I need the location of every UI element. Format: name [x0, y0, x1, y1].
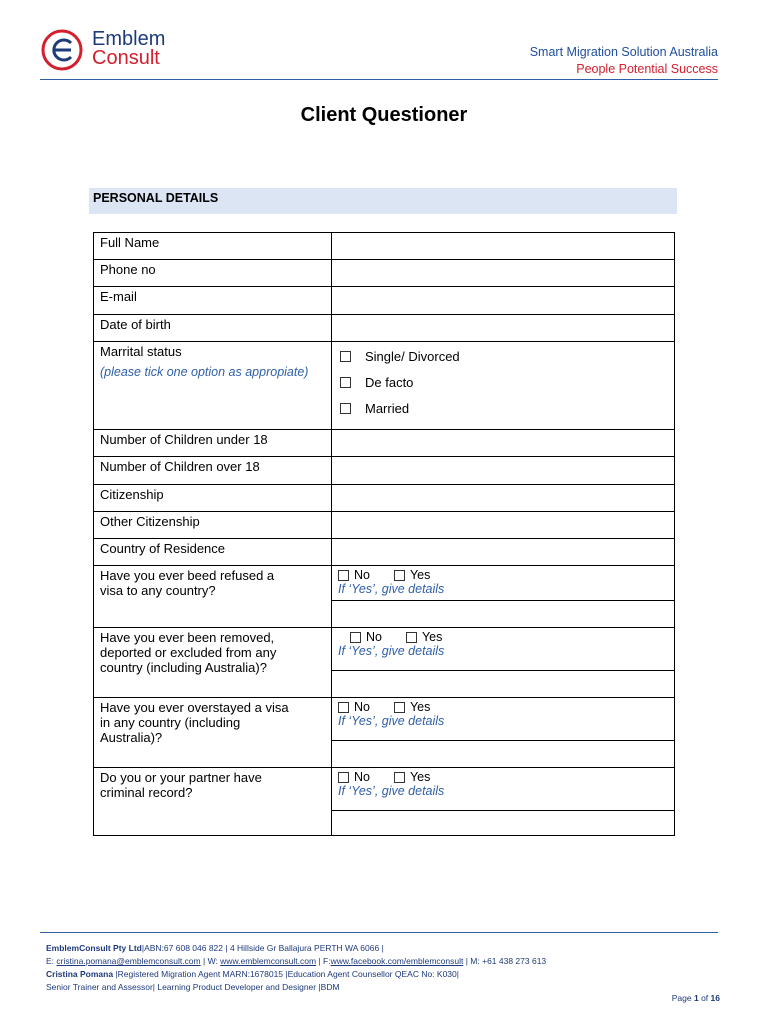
checkbox-no-criminal[interactable]: [338, 772, 349, 783]
label-yes: Yes: [409, 568, 431, 582]
question-refused-visa-line1: Have you ever beed refused a: [100, 568, 275, 583]
footer-email-link[interactable]: cristina.pomana@emblemconsult.com: [56, 956, 201, 966]
label-citizenship: Citizenship: [94, 485, 332, 512]
footer-divider: [40, 932, 718, 933]
label-phone: Phone no: [94, 260, 332, 287]
row-full-name: [94, 233, 675, 260]
label-yes: Yes: [421, 630, 443, 644]
question-removed-line2: deported or excluded from any: [100, 645, 277, 660]
row-removed-deported: [94, 628, 675, 671]
yes-no-refused-visa: [338, 568, 668, 582]
label-no: No: [366, 630, 382, 644]
option-de-facto[interactable]: [340, 375, 666, 390]
checkbox-single-divorced[interactable]: [340, 351, 351, 362]
footer-fb-label: F: [323, 956, 329, 966]
row-overstayed: [94, 698, 675, 741]
checkbox-no-overstayed[interactable]: [338, 702, 349, 713]
row-other-citizenship: [94, 512, 675, 539]
page-number: [672, 993, 720, 1003]
row-citizenship: [94, 485, 675, 512]
emblem-consult-logo: [40, 28, 200, 72]
field-removed-details[interactable]: [332, 671, 675, 698]
page-label: Page: [671, 993, 692, 1003]
checkbox-no-refused-visa[interactable]: [338, 570, 349, 581]
label-country-of-residence: Country of Residence: [94, 539, 332, 566]
footer-agent-info: |Registered Migration Agent MARN:1678015 |Education Agent Counsellor QEAC No: K030|: [115, 969, 459, 979]
label-children-under-18: Number of Children under 18: [94, 430, 332, 457]
label-children-over-18: Number of Children over 18: [94, 457, 332, 485]
personal-details-table: [93, 232, 675, 836]
row-marital-status: [94, 342, 675, 430]
yes-no-criminal-record: [338, 770, 668, 784]
field-phone[interactable]: [332, 260, 675, 287]
option-single-divorced[interactable]: [340, 349, 666, 364]
label-no: No: [354, 568, 370, 582]
marital-hint: (please tick one option as appropiate): [100, 365, 309, 379]
marital-options-cell: [332, 342, 675, 430]
field-dob[interactable]: [332, 315, 675, 342]
answer-criminal-record: [332, 768, 675, 811]
footer-line-contacts: E: cristina.pomana@emblemconsult.com | W: www.emblemconsult.com | F:www.facebook.com/emblemconsult | M: +61 438 273 613: [46, 956, 547, 966]
question-refused-visa: [94, 566, 332, 628]
yes-no-removed-deported: [338, 630, 668, 644]
label-marital-status: Marrital status: [100, 344, 182, 359]
label-email: E-mail: [94, 287, 332, 315]
checkbox-yes-criminal[interactable]: [394, 772, 405, 783]
checkbox-yes-overstayed[interactable]: [394, 702, 405, 713]
label-no: No: [354, 700, 370, 714]
footer-email-label: E: [46, 956, 52, 966]
label-yes: Yes: [409, 700, 431, 714]
row-criminal-record: [94, 768, 675, 811]
question-removed-line3: country (including Australia)?: [100, 660, 267, 675]
marital-status-cell: [94, 342, 332, 430]
footer-agent-name: Cristina Pomana: [46, 969, 114, 979]
logo-icon: [40, 28, 84, 72]
footer-line-company: [46, 942, 546, 955]
option-label-single-divorced: Single/ Divorced: [365, 349, 460, 364]
section-title: PERSONAL DETAILS: [93, 191, 219, 205]
question-overstayed-line1: Have you ever overstayed a visa: [100, 700, 289, 715]
label-no: No: [354, 770, 370, 784]
header-taglines: [530, 44, 718, 78]
footer: [46, 942, 546, 994]
answer-overstayed: [332, 698, 675, 741]
question-removed-line1: Have you ever been removed,: [100, 630, 275, 645]
label-other-citizenship: Other Citizenship: [94, 512, 332, 539]
field-full-name[interactable]: [332, 233, 675, 260]
field-country-of-residence[interactable]: [332, 539, 675, 566]
logo-text-consult: Consult: [92, 47, 160, 69]
field-criminal-details[interactable]: [332, 811, 675, 836]
document-title: Client Questioner: [300, 104, 468, 126]
answer-removed-deported: [332, 628, 675, 671]
row-country-of-residence: [94, 539, 675, 566]
field-citizenship[interactable]: [332, 485, 675, 512]
field-children-over-18[interactable]: [332, 457, 675, 485]
question-criminal-record: [94, 768, 332, 836]
row-refused-visa: [94, 566, 675, 601]
yes-no-overstayed: [338, 700, 668, 714]
question-removed-deported: [94, 628, 332, 698]
checkbox-yes-refused-visa[interactable]: [394, 570, 405, 581]
tagline-smart-migration: Smart Migration Solution Australia: [529, 45, 718, 59]
footer-mobile-label: M: [470, 956, 478, 966]
row-email: [94, 287, 675, 315]
checkbox-yes-removed[interactable]: [406, 632, 417, 643]
question-criminal-line1: Do you or your partner have: [100, 770, 262, 785]
field-refused-visa-details[interactable]: [332, 601, 675, 628]
details-hint-criminal: If ‘Yes’, give details: [338, 784, 445, 798]
question-refused-visa-line2: visa to any country?: [100, 583, 216, 598]
field-overstayed-details[interactable]: [332, 741, 675, 768]
field-other-citizenship[interactable]: [332, 512, 675, 539]
page-of: of: [701, 993, 709, 1003]
page-total: 16: [710, 993, 720, 1003]
footer-web-link[interactable]: www.emblemconsult.com: [220, 956, 317, 966]
checkbox-no-removed[interactable]: [350, 632, 361, 643]
field-children-under-18[interactable]: [332, 430, 675, 457]
option-married[interactable]: [340, 401, 666, 416]
question-overstayed: [94, 698, 332, 768]
label-full-name: Full Name: [94, 233, 332, 260]
footer-company: EmblemConsult Pty Ltd: [46, 943, 142, 953]
row-phone: [94, 260, 675, 287]
row-dob: [94, 315, 675, 342]
label-dob: Date of birth: [94, 315, 332, 342]
option-label-de-facto: De facto: [365, 375, 414, 390]
details-hint-refused-visa: If ‘Yes’, give details: [338, 582, 445, 596]
logo-text-emblem: Emblem: [92, 28, 166, 50]
answer-refused-visa: [332, 566, 675, 601]
field-email[interactable]: [332, 287, 675, 315]
footer-line-agent: [46, 968, 546, 981]
footer-line-roles: Senior Trainer and Assessor| Learning Product Developer and Designer |BDM: [46, 982, 340, 992]
checkbox-de-facto[interactable]: [340, 377, 351, 388]
footer-mobile: +61 438 273 613: [482, 956, 547, 966]
section-header: [89, 188, 677, 214]
question-overstayed-line3: Australia)?: [100, 730, 163, 745]
details-hint-removed: If ‘Yes’, give details: [338, 644, 445, 658]
question-criminal-line2: criminal record?: [100, 785, 193, 800]
page-current: 1: [693, 993, 699, 1003]
footer-web-label: W: [207, 956, 216, 966]
footer-abn-address: |ABN:67 608 046 822 | 4 Hillside Gr Ballajura PERTH WA 6066 |: [141, 943, 384, 953]
details-hint-overstayed: If ‘Yes’, give details: [338, 714, 445, 728]
option-label-married: Married: [365, 401, 410, 416]
row-children-under-18: [94, 430, 675, 457]
label-yes: Yes: [409, 770, 431, 784]
header-divider: [40, 79, 718, 80]
question-overstayed-line2: in any country (including: [100, 715, 241, 730]
checkbox-married[interactable]: [340, 403, 351, 414]
footer-facebook-link[interactable]: www.facebook.com/emblemconsult: [330, 956, 464, 966]
tagline-people-potential: People Potential Success: [576, 62, 718, 76]
row-children-over-18: [94, 457, 675, 485]
